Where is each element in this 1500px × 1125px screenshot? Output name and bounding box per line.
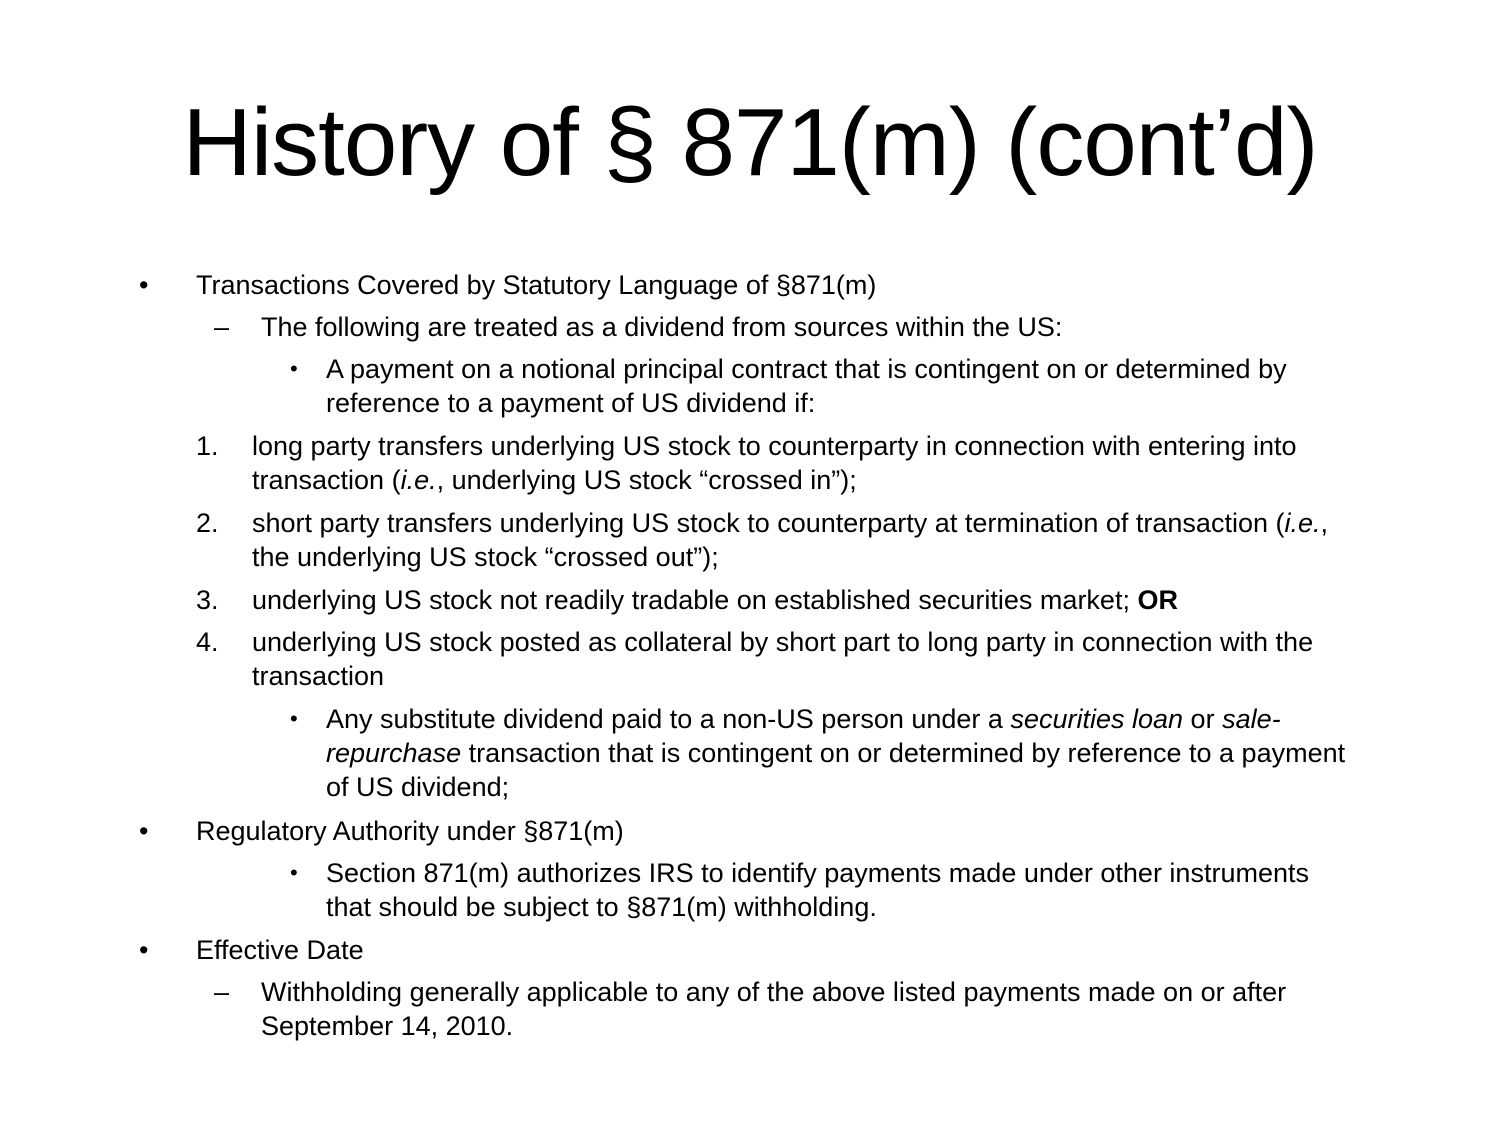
numbered-item-2-italic: i.e.	[1284, 508, 1321, 538]
numbered-item-1-text-end: , underlying US stock “crossed in”);	[436, 465, 857, 495]
bullet-marker: •	[139, 270, 149, 300]
item-substitute-dividend-text: Any substitute dividend paid to a non-US person under a	[326, 704, 1011, 734]
numbered-item-2-text: short party transfers underlying US stock to counterparty at termination of transaction (	[252, 508, 1285, 538]
number-marker: 2.	[196, 508, 219, 538]
dash-marker: –	[214, 312, 230, 342]
numbered-item-3	[252, 583, 1362, 617]
slide-title: History of § 871(m) (cont’d)	[182, 89, 1318, 196]
number-marker: 1.	[196, 431, 219, 461]
bullet-marker: •	[139, 816, 149, 846]
bullet-regulatory-authority: Regulatory Authority under §871(m)	[196, 816, 624, 846]
numbered-item-2-text-end: , the underlying US stock “crossed out”);	[252, 508, 1329, 572]
sub-treated-as-dividend: The following are treated as a dividend from sources within the US:	[261, 312, 1063, 342]
numbered-item-3-bold: OR	[1137, 585, 1178, 615]
item-substitute-dividend	[326, 702, 1366, 804]
bullet-marker: •	[139, 935, 149, 965]
bullet-transactions-covered: Transactions Covered by Statutory Language of §871(m)	[196, 270, 877, 300]
item-substitute-dividend-or: or	[1183, 704, 1223, 734]
bullet-marker: •	[290, 356, 298, 381]
bullet-effective-date: Effective Date	[196, 935, 364, 965]
numbered-item-1	[252, 429, 1352, 497]
dash-marker: –	[214, 977, 230, 1007]
numbered-item-1-text: long party transfers underlying US stock to counterparty in connection with entering into transaction (	[252, 431, 1297, 495]
bullet-marker: •	[290, 706, 298, 731]
number-marker: 4.	[196, 627, 219, 657]
numbered-item-3-text: underlying US stock not readily tradable on established securities market;	[252, 585, 1138, 615]
sub-withholding-applicable: Withholding generally applicable to any of the above listed payments made on or after September 14, 2010.	[261, 977, 1287, 1041]
number-marker: 3.	[196, 585, 219, 615]
item-securities-loan-italic: securities loan	[1010, 704, 1184, 734]
numbered-item-4: underlying US stock posted as collateral by short part to long party in connection with the transaction	[252, 627, 1314, 691]
numbered-item-1-italic: i.e.	[400, 465, 437, 495]
item-substitute-dividend-text-end: transaction that is contingent on or determined by reference to a payment of US dividend;	[326, 738, 1346, 802]
item-notional-principal-contract: A payment on a notional principal contract that is contingent on or determined by reference to a payment of US dividend if:	[326, 354, 1287, 418]
numbered-item-2	[252, 506, 1362, 574]
bullet-marker: •	[290, 860, 298, 885]
item-sale-repurchase-italic: sale-repurchase	[326, 704, 1281, 768]
item-irs-authority: Section 871(m) authorizes IRS to identify payments made under other instruments that should be subject to §871(m) withholding.	[326, 858, 1309, 922]
